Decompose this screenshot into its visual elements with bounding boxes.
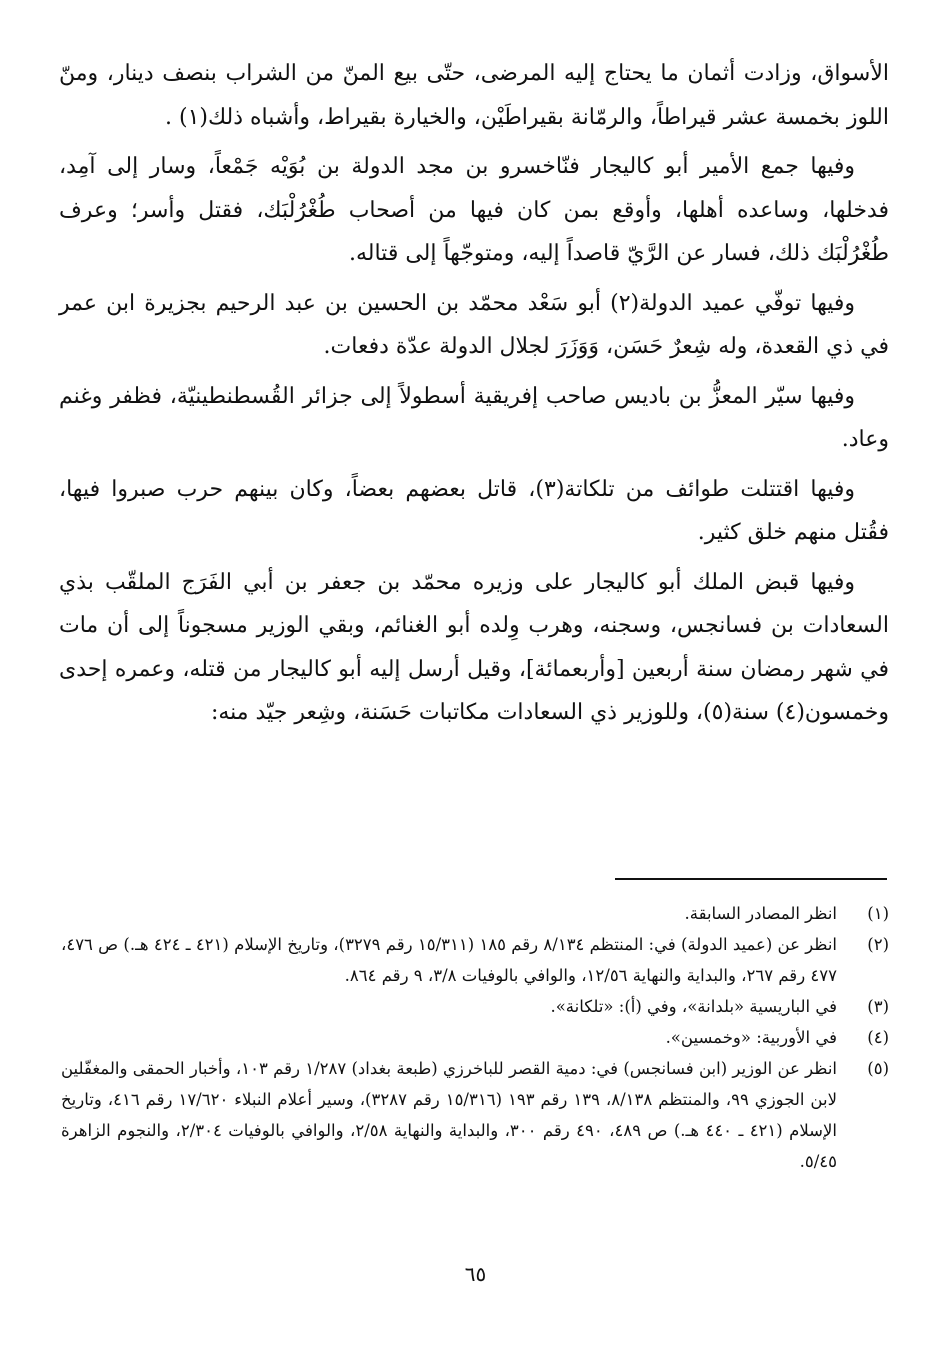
footnote-3 (61, 991, 889, 1022)
footnote-number: (١) (867, 904, 889, 923)
paragraph-5: وفيها اقتتلت طوائف من تلكاتة(٣)، قاتل بعضهم بعضاً، وكان بينهم حرب صبروا فيها، فقُتل منهم خلق كثير. (59, 476, 889, 545)
footnote-text: انظر عن (عميد الدولة) في: المنتظم ٨/١٣٤ رقم ١٨٥ (١٥/٣١١ رقم ٣٢٧٩)، وتاريخ الإسلام (٤٢١ ـ ٤٢٤ هـ.) ص ٤٧٦، ٤٧٧ رقم ٢٦٧، والبداية والنهاية ١٢/٥٦، والوافي بالوفيات ٣/٨، ٩ رقم ٨٦٤. (61, 935, 838, 985)
footnote-4 (61, 1022, 889, 1053)
footnote-text: انظر عن الوزير (ابن فسانجس) في: دمية القصر للباخرزي (طبعة بغداد) ١/٢٨٧ رقم ١٠٣، وأخبار الحمقى والمغفّلين لابن الجوزي ٩٩، والمنتظم ٨/١٣٨، ١٣٩ رقم ١٩٣ (١٥/٣١٦ رقم ٣٢٨٧)، وسير أعلام النبلاء ١٧/٦٢٠ رقم ٤١٦، وتاريخ الإسلام (٤٢١ ـ ٤٤٠ هـ.) ص ٤٨٩، ٤٩٠ رقم ٣٠٠، والبداية والنهاية ٢/٥٨، والوافي بالوفيات ٢/٣٠٤، والنجوم الزاهرة ٥/٤٥. (61, 1059, 838, 1171)
footnote-number: (٣) (867, 997, 889, 1016)
footnote-number: (٥) (867, 1059, 889, 1078)
main-text (59, 52, 889, 741)
page-number: ٦٥ (464, 1262, 487, 1286)
footnote-separator (615, 878, 887, 880)
paragraph-6: وفيها قبض الملك أبو كاليجار على وزيره محمّد بن جعفر بن أبي الفَرَج الملقّب بذي السعادات بن فسانجس، وسجنه، وهرب وِلده أبو الغنائم، وبقي الوزير مسجوناً إلى أن مات في شهر رمضان سنة أربعين [وأربعمائة]، وقيل أرسل إليه أبو كاليجار من قتله، وعمره إحدى وخمسون(٤) سنة(٥)، وللوزير ذي السعادات مكاتبات حَسَنة، وشِعر جيّد منه: (59, 569, 889, 725)
paragraph-4: وفيها سيّر المعزُّ بن باديس صاحب إفريقية أسطولاً إلى جزائر القُسطنطينيّة، فظفر وغنم وعاد. (59, 383, 889, 452)
paragraph-1: الأسواق، وزادت أثمان ما يحتاج إليه المرضى، حتّى بيع المنّ من الشراب بنصف دينار، ومنّ اللوز بخمسة عشر قيراطاً، والرمّانة بقيراطَيْن، والخيارة بقيراط، وأشباه ذلك(١) . (59, 61, 889, 130)
footnote-text: في الباريسية «بلدانة»، وفي (أ): «تلكانة». (550, 997, 837, 1016)
footnote-5 (61, 1053, 889, 1177)
footnote-2 (61, 929, 889, 991)
footnote-1 (61, 898, 889, 929)
footnote-text: في الأوربية: «وخمسين». (665, 1028, 837, 1047)
footnotes (61, 898, 889, 1177)
footnote-number: (٤) (867, 1028, 889, 1047)
paragraph-3: وفيها توفّي عميد الدولة(٢) أبو سَعْد محمّد بن الحسين بن عبد الرحيم بجزيرة ابن عمر في ذي القعدة، وله شِعرٌ حَسَن، وَوَزَرَ لجلال الدولة عدّة دفعات. (59, 290, 889, 359)
footnote-number: (٢) (867, 935, 889, 954)
paragraph-2: وفيها جمع الأمير أبو كاليجار فنّاخسرو بن مجد الدولة بن بُوَيْه جَمْعاً، وسار إلى آمِد، فدخلها، وساعده أهلها، وأوقع بمن كان فيها من أصحاب طُغْرُلْبَك، فقتل وأسر؛ وعرف طُغْرُلْبَك ذلك، فسار عن الرَّيّ قاصداً إليه، ومتوجّهاً إلى قتاله. (59, 154, 889, 266)
footnote-text: انظر المصادر السابقة. (684, 904, 837, 923)
